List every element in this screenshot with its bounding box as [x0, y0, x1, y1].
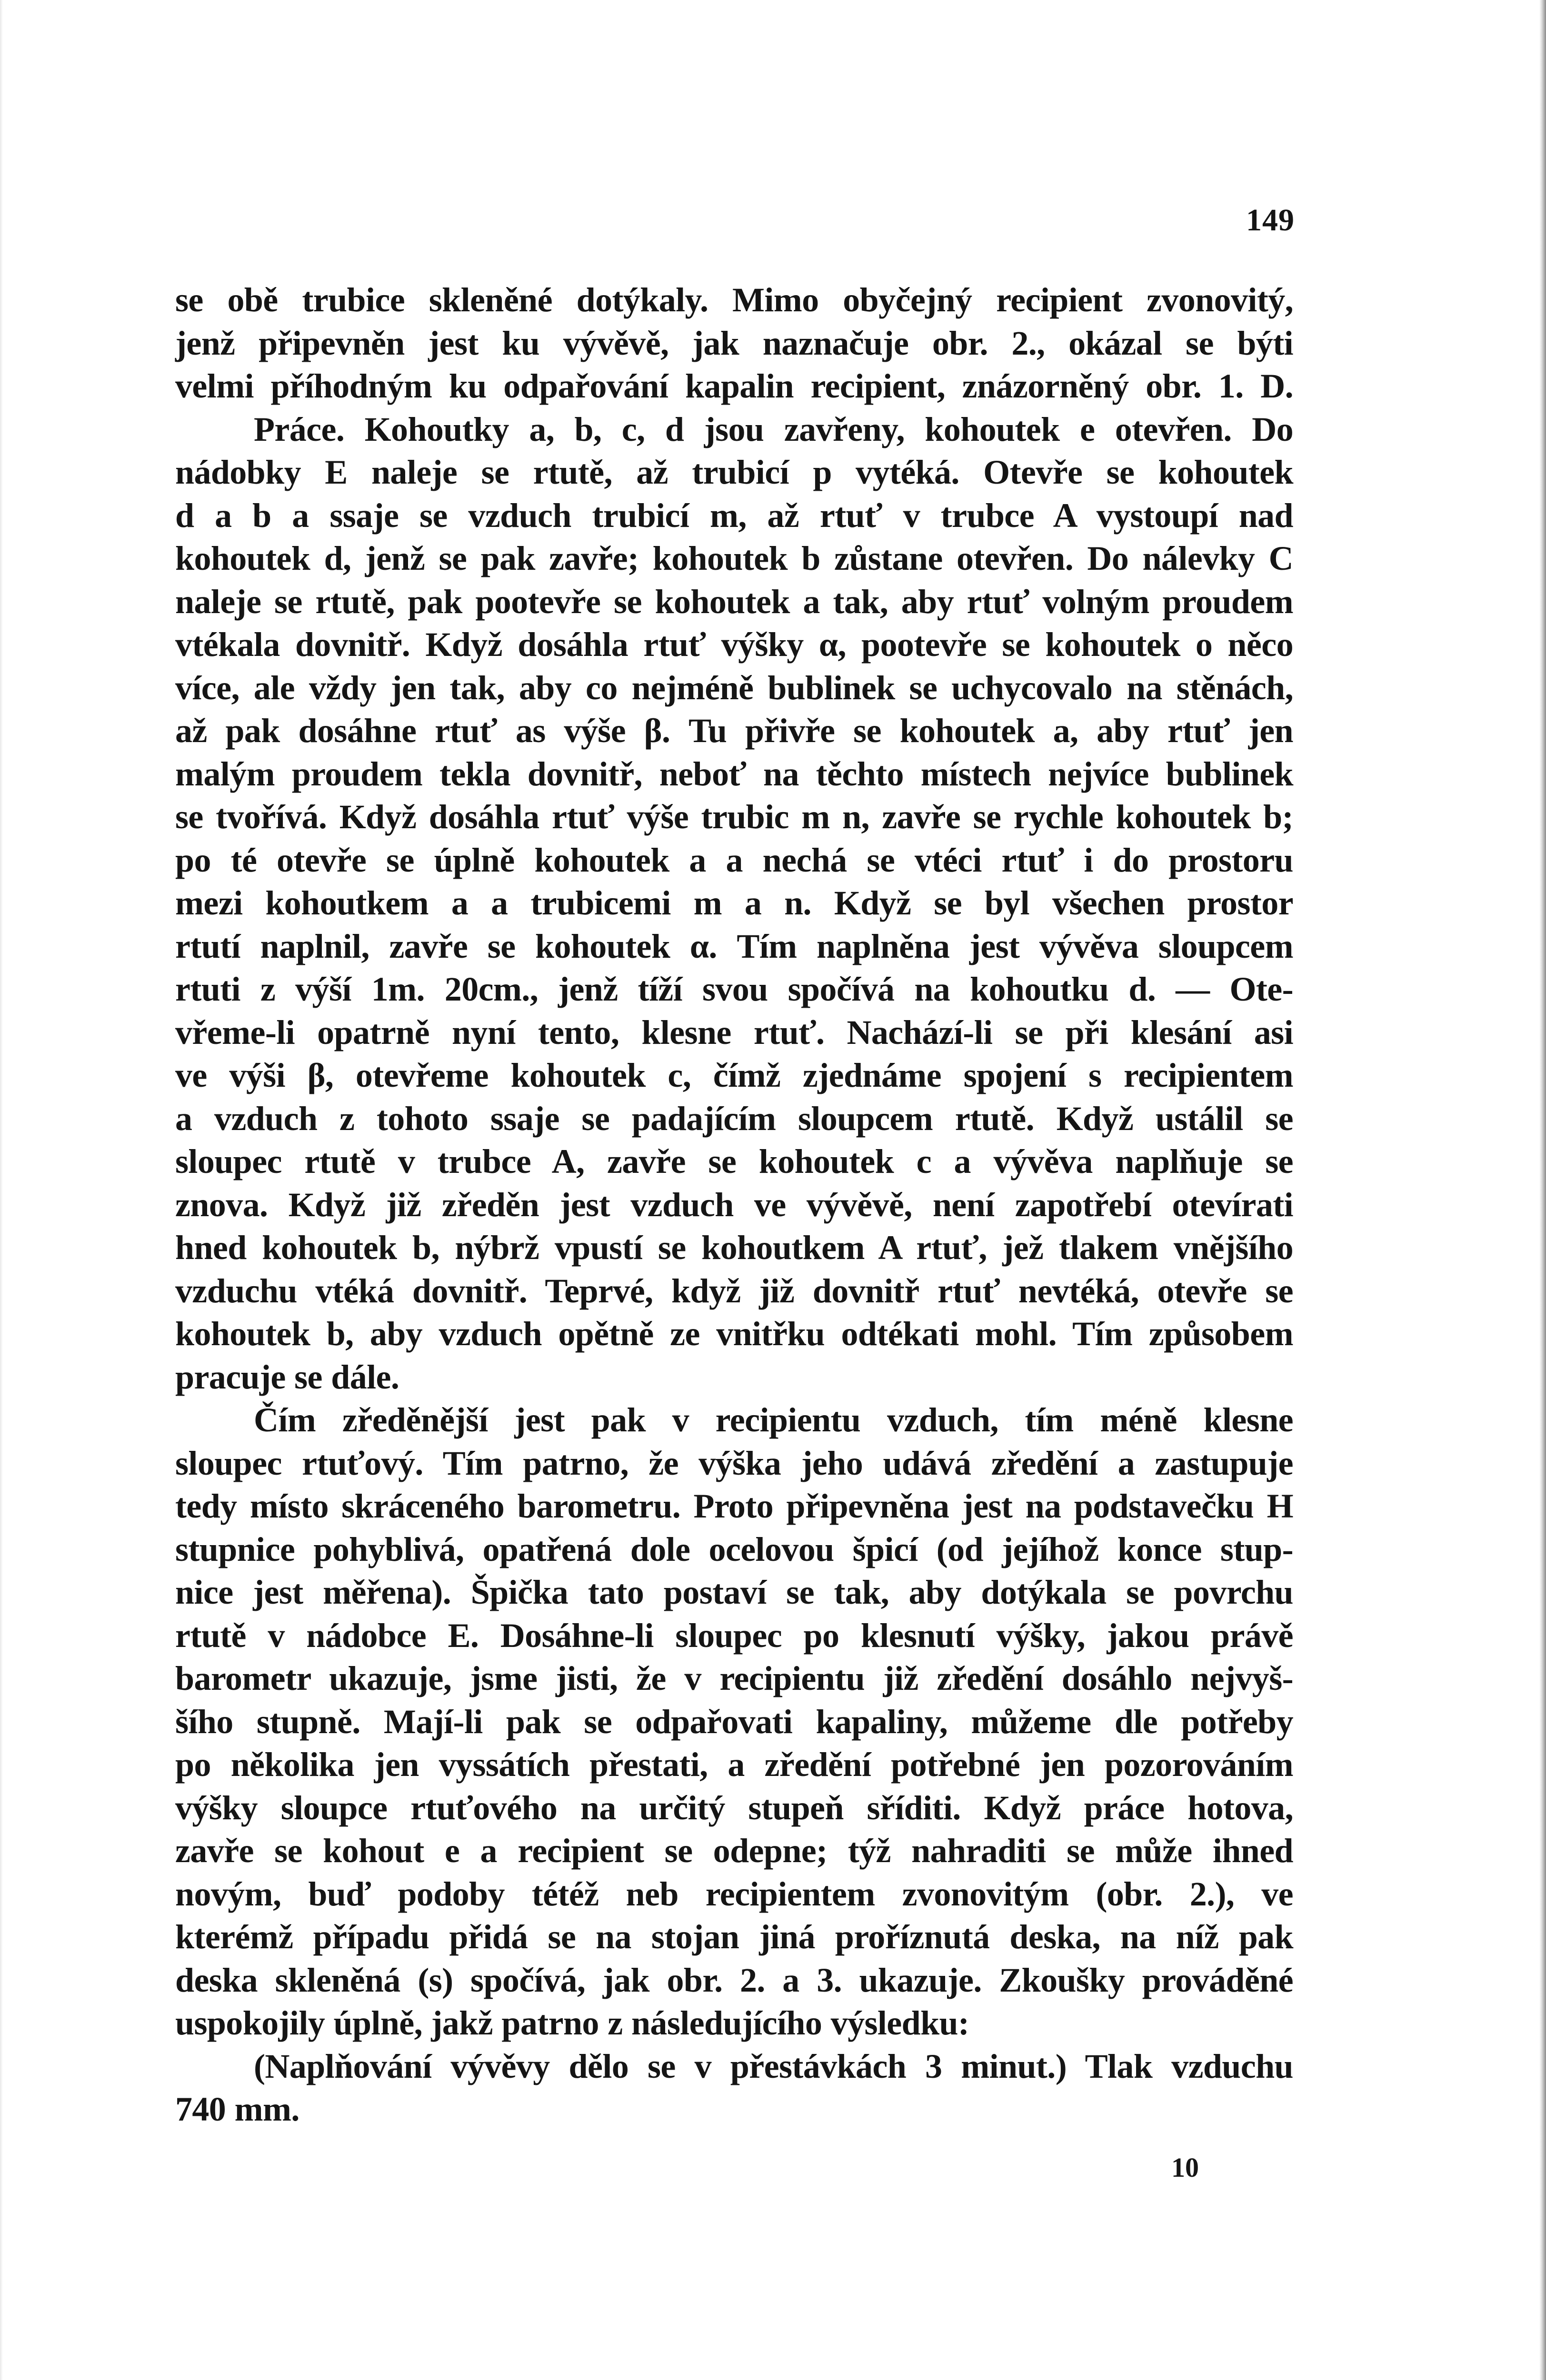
- text-line: naleje se rtutě, pak pootevře se kohoutek a tak, aby rtuť volným proudem: [175, 582, 1293, 621]
- text-line: tedy místo skráceného barometru. Proto připevněna jest na podstavečku H: [175, 1487, 1293, 1525]
- text-line: po té otevře se úplně kohoutek a a nechá se vtéci rtuť i do prostoru: [175, 841, 1293, 879]
- text-line: rtutě v nádobce E. Dosáhne-li sloupec po klesnutí výšky, jakou právě: [175, 1616, 1293, 1655]
- text-line: (Naplňování vývěvy dělo se v přestávkách 3 minut.) Tlak vzduchu: [254, 2047, 1293, 2085]
- text-line: sloupec rtutě v trubce A, zavře se kohoutek c a vývěva naplňuje se: [175, 1142, 1293, 1180]
- text-line: kterémž případu přidá se na stojan jiná proříznutá deska, na níž pak: [175, 1918, 1293, 1956]
- text-line: d a b a ssaje se vzduch trubicí m, až rtuť v trubce A vystoupí nad: [175, 496, 1293, 535]
- text-line: kohoutek d, jenž se pak zavře; kohoutek b zůstane otevřen. Do nálevky C: [175, 539, 1293, 577]
- text-line: více, ale vždy jen tak, aby co nejméně bublinek se uchycovalo na stěnách,: [175, 668, 1293, 707]
- text-line: sloupec rtuťový. Tím patrno, že výška jeho udává zředění a zastupuje: [175, 1444, 1293, 1482]
- text-line: hned kohoutek b, nýbrž vpustí se kohoutkem A rtuť, jež tlakem vnějšího: [175, 1229, 1293, 1267]
- text-line: po několika jen vyssátích přestati, a zředění potřebné jen pozorováním: [175, 1745, 1293, 1784]
- text-line: vzduchu vtéká dovnitř. Teprvé, když již dovnitř rtuť nevtéká, otevře se: [175, 1271, 1293, 1310]
- text-line: a vzduch z tohoto ssaje se padajícím sloupcem rtutě. Když ustálil se: [175, 1099, 1293, 1138]
- text-line: velmi příhodným ku odpařování kapalin recipient, znázorněný obr. 1. D.: [175, 367, 1293, 405]
- text-line: šího stupně. Mají-li pak se odpařovati kapaliny, můžeme dle potřeby: [175, 1702, 1293, 1741]
- text-line: zavře se kohout e a recipient se odepne; týž nahraditi se může ihned: [175, 1832, 1293, 1870]
- page-left-edge: [0, 0, 3, 2380]
- text-line: mezi kohoutkem a a trubicemi m a n. Když se byl všechen prostor: [175, 884, 1293, 922]
- text-line: 740 mm.: [175, 2090, 299, 2128]
- text-line: vtékala dovnitř. Když dosáhla rtuť výšky α, pootevře se kohoutek o něco: [175, 625, 1293, 664]
- text-line: rtutí naplnil, zavře se kohoutek α. Tím naplněna jest vývěva sloupcem: [175, 927, 1293, 965]
- text-line: nádobky E naleje se rtutě, až trubicí p vytéká. Otevře se kohoutek: [175, 453, 1293, 491]
- page-right-edge-shadow: [1539, 0, 1546, 2380]
- text-line: nice jest měřena). Špička tato postaví se tak, aby dotýkala se povrchu: [175, 1573, 1293, 1611]
- text-line: uspokojily úplně, jakž patrno z následujícího výsledku:: [175, 2004, 969, 2042]
- text-line: jenž připevněn jest ku vývěvě, jak naznačuje obr. 2., okázal se býti: [175, 324, 1293, 362]
- text-line: kohoutek b, aby vzduch opětně ze vnitřku odtékati mohl. Tím způsobem: [175, 1315, 1293, 1353]
- text-line: až pak dosáhne rtuť as výše β. Tu přivře se kohoutek a, aby rtuť jen: [175, 712, 1293, 750]
- page-number: 149: [1246, 203, 1295, 238]
- text-line: deska skleněná (s) spočívá, jak obr. 2. a 3. ukazuje. Zkoušky prováděné: [175, 1961, 1293, 1999]
- text-line: stupnice pohyblivá, opatřená dole ocelovou špicí (od jejíhož konce stup-: [175, 1530, 1293, 1568]
- text-line: Čím zředěnější jest pak v recipientu vzduch, tím méně klesne: [254, 1401, 1293, 1439]
- text-line: novým, buď podoby tétéž neb recipientem zvonovitým (obr. 2.), ve: [175, 1874, 1293, 1913]
- body-text: [175, 278, 1293, 2131]
- text-line: pracuje se dále.: [175, 1358, 399, 1396]
- text-line: malým proudem tekla dovnitř, neboť na těchto místech nejvíce bublinek: [175, 754, 1293, 793]
- text-line: výšky sloupce rtuťového na určitý stupeň sříditi. Když práce hotova,: [175, 1788, 1293, 1827]
- text-line: ve výši β, otevřeme kohoutek c, čímž zjednáme spojení s recipientem: [175, 1056, 1293, 1094]
- printer-signature: 10: [1171, 2152, 1199, 2183]
- text-line: barometr ukazuje, jsme jisti, že v recipientu již zředění dosáhlo nejvyš-: [175, 1659, 1293, 1697]
- text-line: znova. Když již zředěn jest vzduch ve vývěvě, není zapotřebí otevírati: [175, 1185, 1293, 1224]
- text-line: se tvořívá. Když dosáhla rtuť výše trubic m n, zavře se rychle kohoutek b;: [175, 798, 1293, 836]
- text-line: rtuti z výší 1m. 20cm., jenž tíží svou spočívá na kohoutku d. — Ote-: [175, 970, 1293, 1008]
- text-line: vřeme-li opatrně nyní tento, klesne rtuť. Nachází-li se při klesání asi: [175, 1013, 1293, 1051]
- text-line: Práce. Kohoutky a, b, c, d jsou zavřeny, kohoutek e otevřen. Do: [254, 410, 1293, 448]
- text-line: se obě trubice skleněné dotýkaly. Mimo obyčejný recipient zvonovitý,: [175, 281, 1293, 319]
